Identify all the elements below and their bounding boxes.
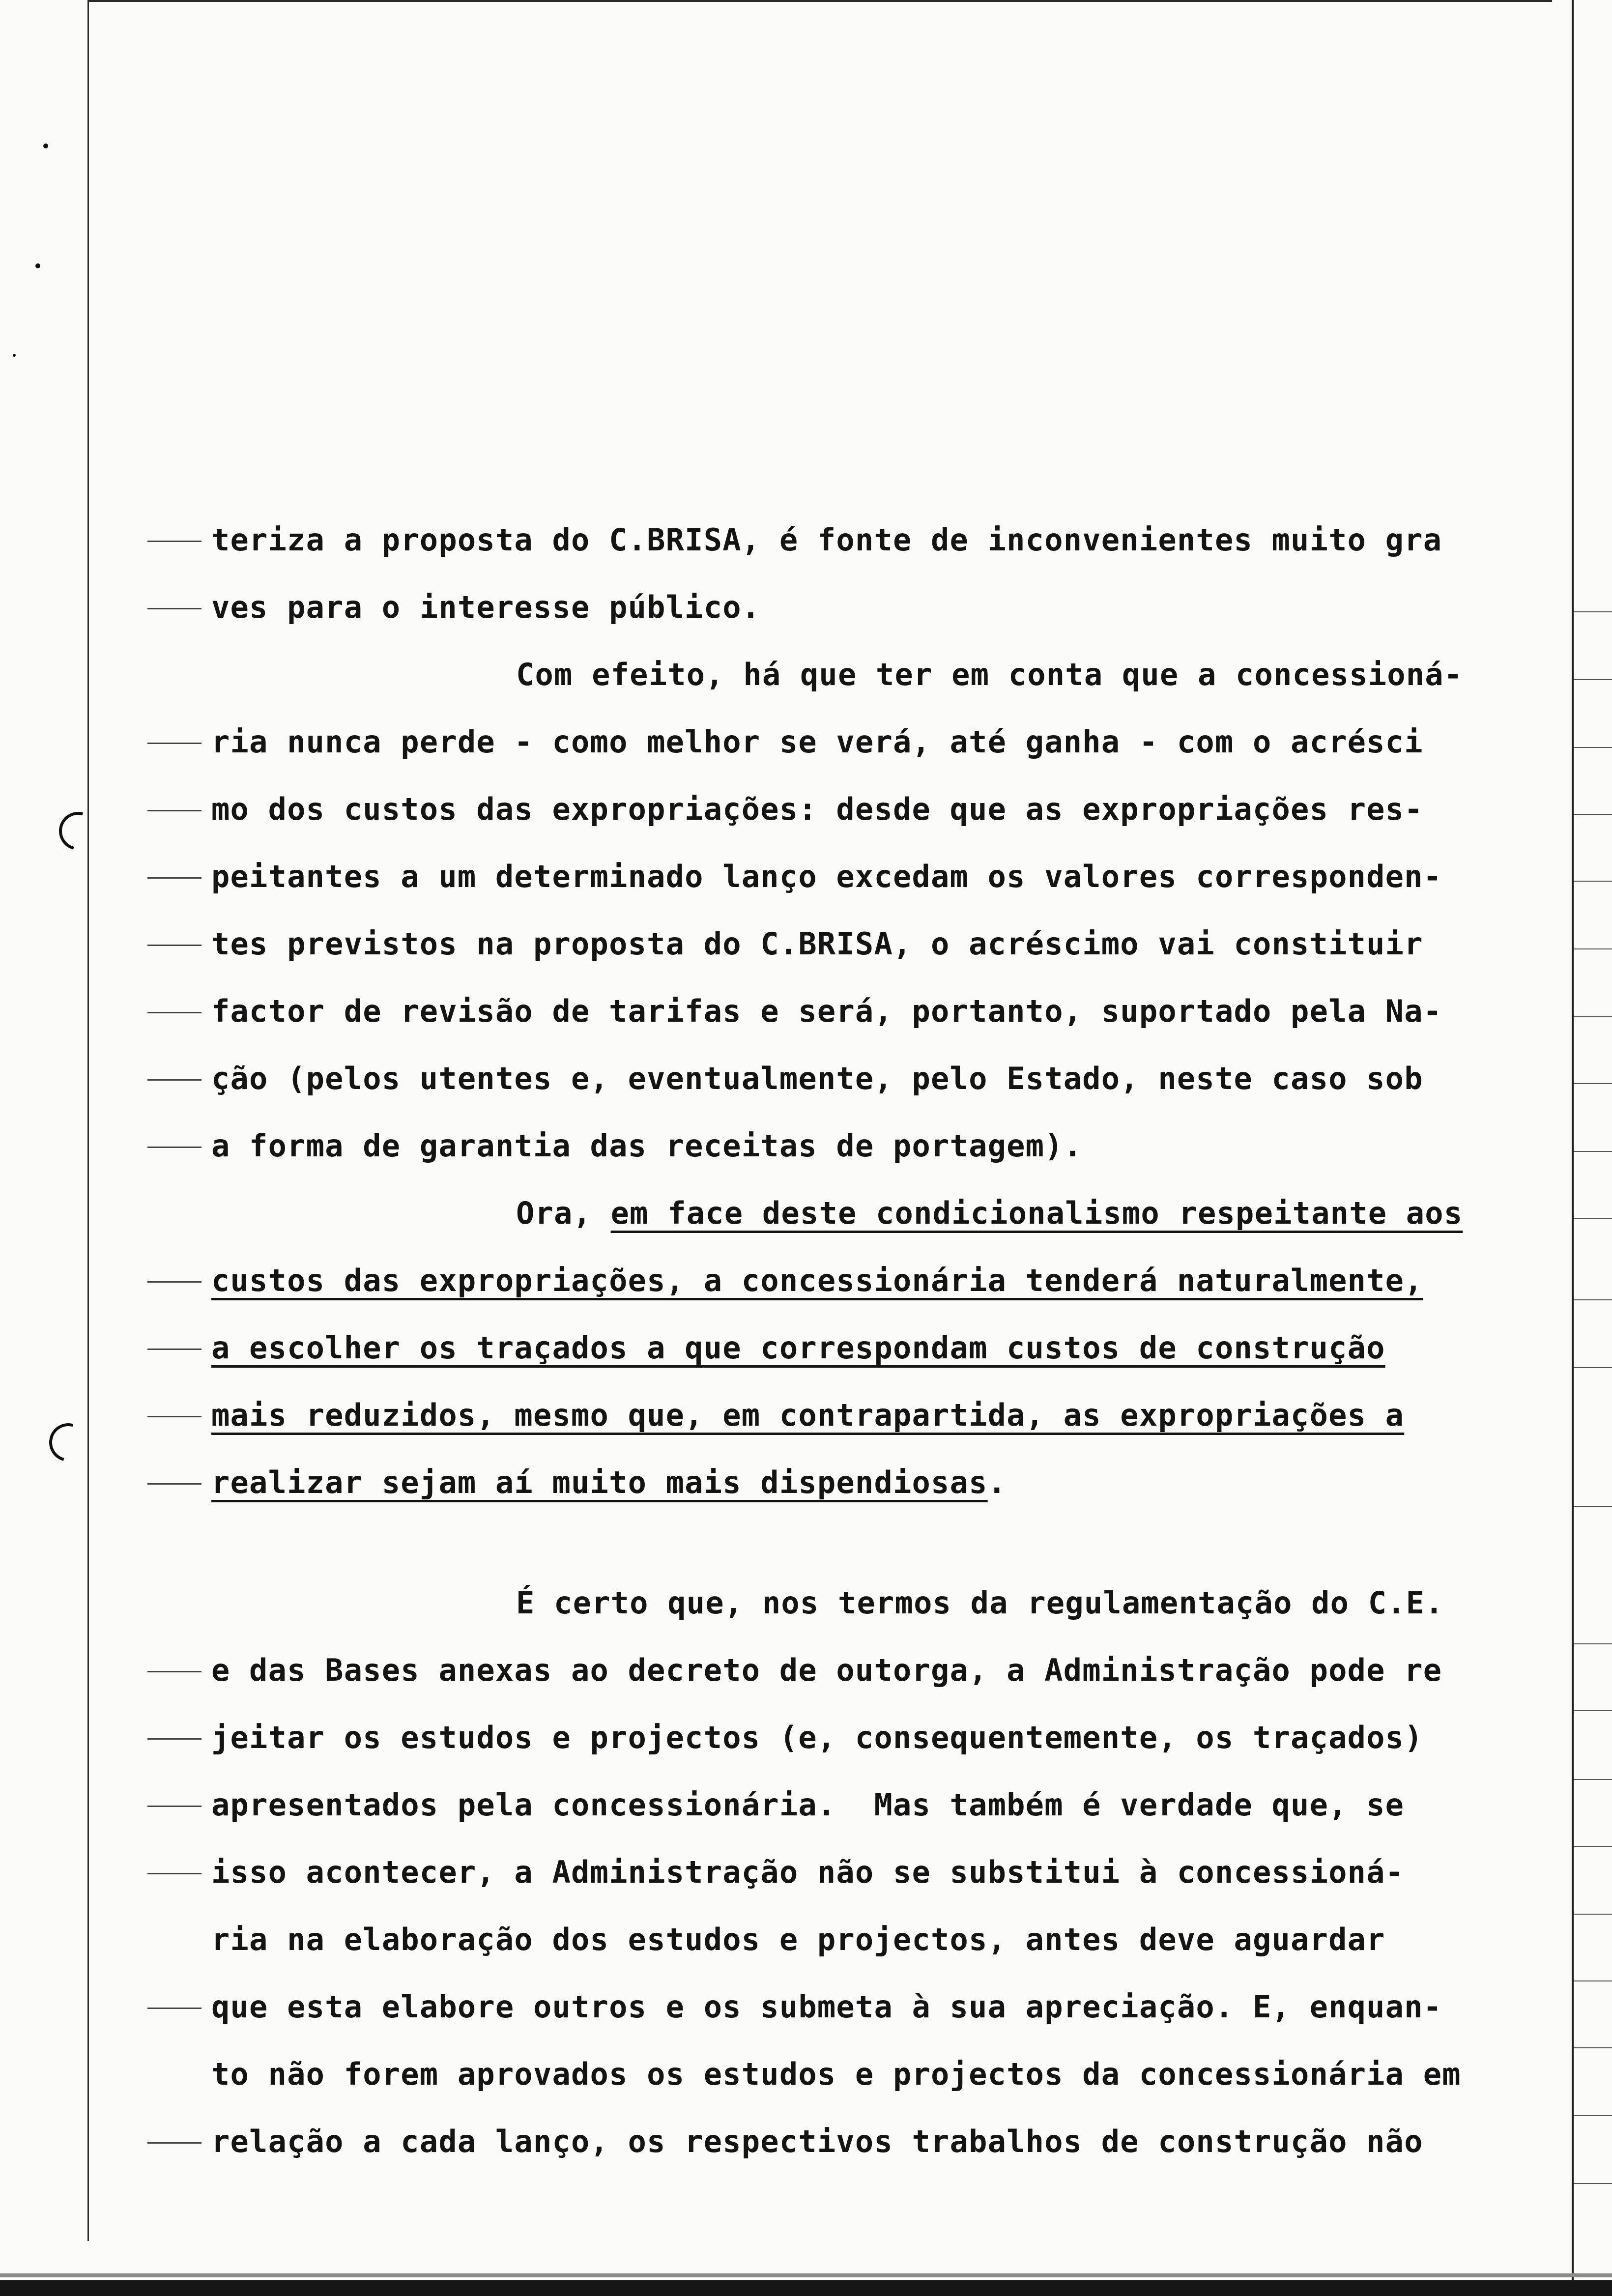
bottom-edge (0, 2280, 1612, 2296)
text-line (211, 1314, 1558, 1381)
text-line: ria nunca perde - como melhor se verá, até ganha - com o acrésci (211, 708, 1558, 775)
text-line: to não forem aprovados os estudos e projectos da concessionária em (211, 2056, 1461, 2092)
line-leader (147, 743, 202, 744)
speck-mark (43, 144, 48, 148)
margin-rule-mark (1574, 881, 1612, 882)
line-leader (147, 945, 202, 946)
margin-rule-mark (1574, 1299, 1612, 1300)
text-line: Com efeito, há que ter em conta que a concessioná- (516, 657, 1463, 692)
text-line: realizar sejam aí muito mais dispendiosas. (211, 1449, 1558, 1516)
line-leader (147, 1806, 202, 1807)
line-leader (147, 877, 202, 879)
text-line: É certo que, nos termos da regulamentação do C.E. (516, 1585, 1444, 1621)
line-leader (147, 1416, 202, 1417)
bottom-edge-shadow (0, 2273, 1612, 2277)
speck-mark (13, 354, 16, 357)
margin-rule-mark (1574, 2115, 1612, 2116)
underlined-passage: realizar sejam aí muito mais dispendiosas (211, 1464, 988, 1500)
margin-rule-mark (1574, 1151, 1612, 1152)
margin-rule-mark (1574, 814, 1612, 815)
text-line: mo dos custos das expropriações: desde que as expropriações res- (211, 775, 1558, 843)
text-line: apresentados pela concessionária. Mas também é verdade que, se (211, 1771, 1558, 1838)
margin-rule-mark (1574, 1980, 1612, 1981)
document-body (211, 506, 1558, 2175)
underlined-passage: em face deste condicionalismo respeitante aos (610, 1195, 1463, 1231)
right-margin-rule (1572, 0, 1574, 2296)
left-margin-rule (87, 0, 89, 2241)
margin-rule-mark (1574, 1367, 1612, 1368)
line-leader (147, 1738, 202, 1740)
text-line: factor de revisão de tarifas e será, portanto, suportado pela Na- (211, 977, 1558, 1045)
margin-rule-mark (1574, 1914, 1612, 1915)
margin-rule-mark (1574, 1506, 1612, 1507)
text-line: a forma de garantia das receitas de portagem). (211, 1112, 1558, 1179)
line-leader (147, 1483, 202, 1485)
text-line (211, 1381, 1558, 1449)
margin-rule-mark (1574, 1016, 1612, 1017)
margin-rule-mark (1574, 1846, 1612, 1847)
line-leader (147, 1671, 202, 1672)
text-line: que esta elabore outros e os submeta à sua apreciação. E, enquan- (211, 1973, 1558, 2040)
paragraph-gap (211, 1516, 1558, 1569)
punch-hole-lower (42, 1416, 95, 1469)
margin-rule-mark (1574, 1779, 1612, 1780)
line-leader (147, 1873, 202, 1874)
margin-rule-mark (1574, 2047, 1612, 2048)
text-line: e das Bases anexas ao decreto de outorga, a Administração pode re (211, 1636, 1558, 1704)
underlined-passage: mais reduzidos, mesmo que, em contrapartida, as expropriações a (211, 1397, 1405, 1433)
text-line: ves para o interesse público. (211, 574, 1558, 641)
margin-rule-mark (1574, 1218, 1612, 1219)
margin-rule-mark (1574, 1710, 1612, 1711)
text-line: isso acontecer, a Administração não se substitui à concessioná- (211, 1838, 1558, 1906)
line-leader (147, 2008, 202, 2009)
text-line (211, 1247, 1558, 1314)
speck-mark (35, 263, 40, 268)
margin-rule-mark (1574, 747, 1612, 748)
line-leader (147, 1079, 202, 1081)
line-leader (147, 541, 202, 542)
text-line: relação a cada lanço, os respectivos trabalhos de construção não (211, 2108, 1558, 2175)
line-leader (147, 1147, 202, 1148)
margin-rule-mark (1574, 679, 1612, 680)
margin-rule-mark (1574, 1643, 1612, 1644)
underlined-passage: a escolher os traçados a que correspondam custos de construção (211, 1330, 1385, 1366)
punch-hole-upper (52, 805, 105, 858)
text-line: peitantes a um determinado lanço excedam os valores corresponden- (211, 843, 1558, 910)
text-line: jeitar os estudos e projectos (e, consequentemente, os traçados) (211, 1704, 1558, 1771)
margin-rule-mark (1574, 2183, 1612, 2184)
margin-rule-mark (1574, 948, 1612, 949)
margin-rule-mark (1574, 611, 1612, 612)
line-leader (147, 1281, 202, 1283)
top-margin-rule (87, 0, 1552, 2)
margin-rule-mark (1574, 1083, 1612, 1084)
text-line: teriza a proposta do C.BRISA, é fonte de inconvenientes muito gra (211, 506, 1558, 574)
line-leader (147, 608, 202, 609)
text-line: Ora, em face deste condicionalismo respeitante aos (516, 1195, 1463, 1231)
line-leader (147, 2142, 202, 2144)
text-line: ria na elaboração dos estudos e projectos, antes deve aguardar (211, 1922, 1385, 1957)
underlined-passage: custos das expropriações, a concessionária tenderá naturalmente, (211, 1263, 1423, 1298)
text-line: tes previstos na proposta do C.BRISA, o acréscimo vai constituir (211, 910, 1558, 977)
line-leader (147, 1012, 202, 1013)
text-line: ção (pelos utentes e, eventualmente, pelo Estado, neste caso sob (211, 1045, 1558, 1112)
line-leader (147, 810, 202, 811)
line-leader (147, 1349, 202, 1350)
